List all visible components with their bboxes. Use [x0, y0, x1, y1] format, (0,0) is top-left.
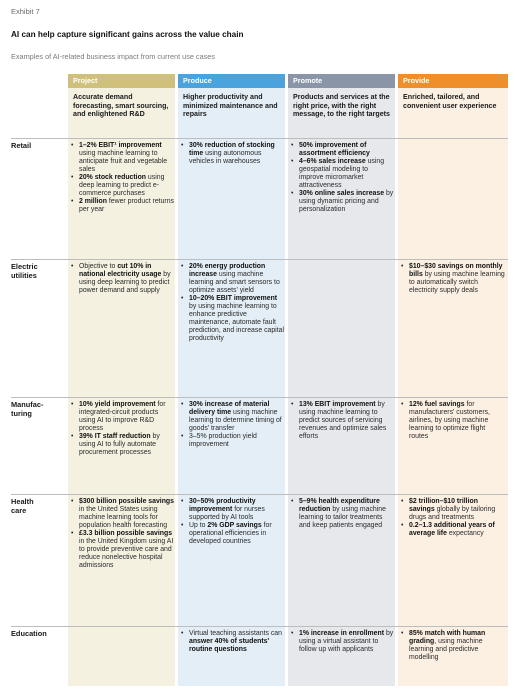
bullet-list	[291, 142, 394, 214]
cell-healthcare-promote	[291, 498, 394, 530]
bullet-list	[71, 498, 174, 570]
cell-retail-produce	[181, 142, 284, 166]
column-header-promote: Promote	[288, 74, 395, 88]
bullet-list	[401, 630, 505, 662]
bullet-text: for manufacturers' customers, airlines, by using machine learning to optimize flight routes	[409, 401, 490, 441]
cell-education-produce	[181, 630, 284, 654]
bullet-item	[181, 401, 284, 433]
bullet-highlight: 30–50% productivity improvement	[189, 498, 256, 514]
bullet-item	[71, 142, 174, 174]
column-background-provide	[398, 74, 508, 686]
bullet-item	[181, 630, 284, 654]
bullet-item	[181, 498, 284, 522]
bullet-list	[181, 263, 284, 343]
page-title: AI can help capture significant gains across the value chain	[11, 30, 244, 39]
bullet-highlight: £3.3 billion possible savings	[79, 530, 173, 538]
cell-manufacturing-promote	[291, 401, 394, 441]
column-description-project: Accurate demand forecasting, smart sourcing, and enlightened R&D	[73, 93, 169, 119]
bullet-text: using deep learning to predict e-commerce purchases	[79, 174, 165, 198]
bullet-item	[401, 401, 505, 441]
bullet-highlight: 20% stock reduction	[79, 174, 147, 182]
bullet-item	[401, 630, 505, 662]
cell-healthcare-project	[71, 498, 174, 570]
bullet-text: using autonomous vehicles in warehouses	[189, 150, 262, 166]
bullet-highlight: $10–$30 savings on monthly bills	[409, 263, 503, 279]
bullet-item	[291, 142, 394, 158]
cell-manufacturing-produce	[181, 401, 284, 449]
bullet-highlight: 2% GDP savings	[207, 522, 262, 530]
bullet-text: by using a virtual assistant to follow up with applicants	[299, 630, 394, 654]
page-subtitle: Examples of AI-related business impact from current use cases	[11, 52, 215, 61]
row-label-health-care: Health care	[11, 497, 34, 515]
row-divider	[11, 397, 508, 398]
bullet-text: for integrated-circuit products using AI to improve R&D process	[79, 401, 166, 433]
bullet-highlight: answer 40% of students' routine questions	[189, 638, 270, 654]
row-divider	[11, 626, 508, 627]
bullet-item	[181, 263, 284, 295]
bullet-list	[291, 630, 394, 654]
bullet-item	[71, 401, 174, 433]
bullet-item	[71, 174, 174, 198]
bullet-highlight: 5–9% health expenditure reduction	[299, 498, 380, 514]
bullet-item	[291, 401, 394, 441]
bullet-text: by using AI to fully automate procurement processes	[79, 433, 160, 457]
bullet-list	[291, 498, 394, 530]
cell-utilities-project	[71, 263, 174, 295]
bullet-text: by using machine learning to predict sources of servicing revenues and optimize sales efforts	[299, 401, 387, 441]
row-label-manufacturing: Manufac-turing	[11, 400, 44, 418]
bullet-list	[71, 401, 174, 457]
bullet-text: in the United States using machine learning tools for population health forecasting	[79, 506, 168, 530]
bullet-text: Virtual teaching assistants can	[189, 630, 282, 637]
bullet-list	[71, 142, 174, 214]
bullet-item	[291, 498, 394, 530]
bullet-list	[291, 401, 394, 441]
cell-education-promote	[291, 630, 394, 654]
bullet-item	[401, 263, 505, 295]
cell-utilities-provide	[401, 263, 505, 295]
bullet-list	[401, 498, 505, 538]
bullet-text: by using dynamic pricing and personalization	[299, 190, 394, 214]
row-label-education: Education	[11, 629, 47, 638]
cell-education-provide	[401, 630, 505, 662]
cell-retail-project	[71, 142, 174, 214]
column-description-provide: Enriched, tailored, and convenient user experience	[403, 93, 497, 110]
bullet-highlight: 50% improvement of assortment efficiency	[299, 142, 370, 158]
bullet-list	[181, 498, 284, 546]
cell-retail-promote	[291, 142, 394, 214]
cell-manufacturing-project	[71, 401, 174, 457]
bullet-text: Up to	[189, 522, 208, 530]
bullet-text: for nurses supported by AI tools	[189, 506, 265, 522]
bullet-list	[181, 630, 284, 654]
cell-manufacturing-provide	[401, 401, 505, 441]
bullet-highlight: $300 billion possible savings	[79, 498, 174, 505]
bullet-text: using machine learning to anticipate fruit and vegetable sales	[79, 150, 168, 174]
bullet-highlight: 12% fuel savings	[409, 401, 465, 408]
column-description-produce: Higher productivity and minimized maintenance and repairs	[183, 93, 278, 119]
exhibit-label: Exhibit 7	[11, 7, 40, 16]
bullet-highlight: 39% IT staff reduction	[79, 433, 151, 441]
bullet-highlight: 13% EBIT improvement	[299, 401, 376, 408]
bullet-item	[71, 198, 174, 214]
bullet-item	[181, 295, 284, 343]
column-description-promote: Products and services at the right price, with the right message, to the right targets	[293, 93, 390, 119]
row-divider	[11, 494, 508, 495]
bullet-text: in the United Kingdom using AI to provide preventive care and reduce nonelective hospital admissions	[79, 538, 174, 570]
bullet-item	[401, 522, 505, 538]
bullet-text: , using machine learning and predictive modelling	[409, 638, 483, 662]
bullet-item	[291, 158, 394, 190]
bullet-text: by using machine learning to enhance predictive maintenance, automate fault prediction, and increase capital productivity	[189, 303, 284, 343]
bullet-highlight: 0.2–1.3 additional years of average life	[409, 522, 495, 538]
column-header-provide: Provide	[398, 74, 508, 88]
row-label-retail: Retail	[11, 141, 32, 150]
bullet-text: by using machine learning to automatically switch electricity supply deals	[409, 271, 505, 295]
bullet-item	[71, 530, 174, 570]
bullet-item	[401, 498, 505, 522]
bullet-text: by using deep learning to predict power demand and supply	[79, 271, 171, 295]
row-divider	[11, 138, 508, 139]
bullet-highlight: 10–20% EBIT improvement	[189, 295, 278, 303]
bullet-text: globally by tailoring drugs and treatments	[409, 506, 496, 522]
column-header-project: Project	[68, 74, 175, 88]
bullet-list	[401, 401, 505, 441]
bullet-highlight: 2 million	[79, 198, 107, 206]
bullet-highlight: 1–2% EBIT¹ improvement	[79, 142, 162, 149]
bullet-text: using geospatial modeling to improve micromarket attractiveness	[299, 158, 385, 190]
bullet-highlight: 20% energy production increase	[189, 263, 266, 279]
bullet-list	[401, 263, 505, 295]
bullet-text: by using machine learning to tailor treatments and keep patients engaged	[299, 506, 386, 530]
bullet-text: 3–5% production yield improvement	[189, 433, 257, 449]
column-header-produce: Produce	[178, 74, 285, 88]
bullet-highlight: 1% increase in enrollment	[299, 630, 385, 637]
bullet-highlight: 85% match with human grading	[409, 630, 486, 646]
bullet-item	[71, 263, 174, 295]
bullet-list	[181, 142, 284, 166]
bullet-highlight: 4–6% sales increase	[299, 158, 366, 166]
bullet-item	[181, 433, 284, 449]
bullet-item	[71, 498, 174, 530]
row-divider	[11, 259, 508, 260]
cell-healthcare-provide	[401, 498, 505, 538]
bullet-highlight: 30% increase of material delivery time	[189, 401, 270, 417]
cell-healthcare-produce	[181, 498, 284, 546]
bullet-highlight: cut 10% in national electricity usage	[79, 263, 162, 279]
bullet-list	[71, 263, 174, 295]
bullet-text: expectancy	[446, 530, 484, 538]
bullet-highlight: 30% online sales increase	[299, 190, 385, 198]
bullet-item	[181, 142, 284, 166]
bullet-item	[181, 522, 284, 546]
bullet-text: using machine learning and smart sensors to optimize assets' yield	[189, 271, 280, 295]
bullet-highlight: 30% reduction of stocking time	[189, 142, 275, 158]
bullet-highlight: 10% yield improvement	[79, 401, 156, 408]
bullet-item	[291, 630, 394, 654]
bullet-list	[181, 401, 284, 449]
bullet-text: for operational efficiencies in developed countries	[189, 522, 272, 546]
bullet-highlight: $2 trillion–$10 trillion savings	[409, 498, 478, 514]
bullet-item	[291, 190, 394, 214]
cell-utilities-produce	[181, 263, 284, 343]
bullet-text: using machine learning to determine timing of goods' transfer	[189, 409, 282, 433]
bullet-text: fewer product returns per year	[79, 198, 174, 214]
row-label-electric-utilities: Electric utilities	[11, 262, 38, 280]
bullet-item	[71, 433, 174, 457]
bullet-text: Objective to	[79, 263, 118, 270]
